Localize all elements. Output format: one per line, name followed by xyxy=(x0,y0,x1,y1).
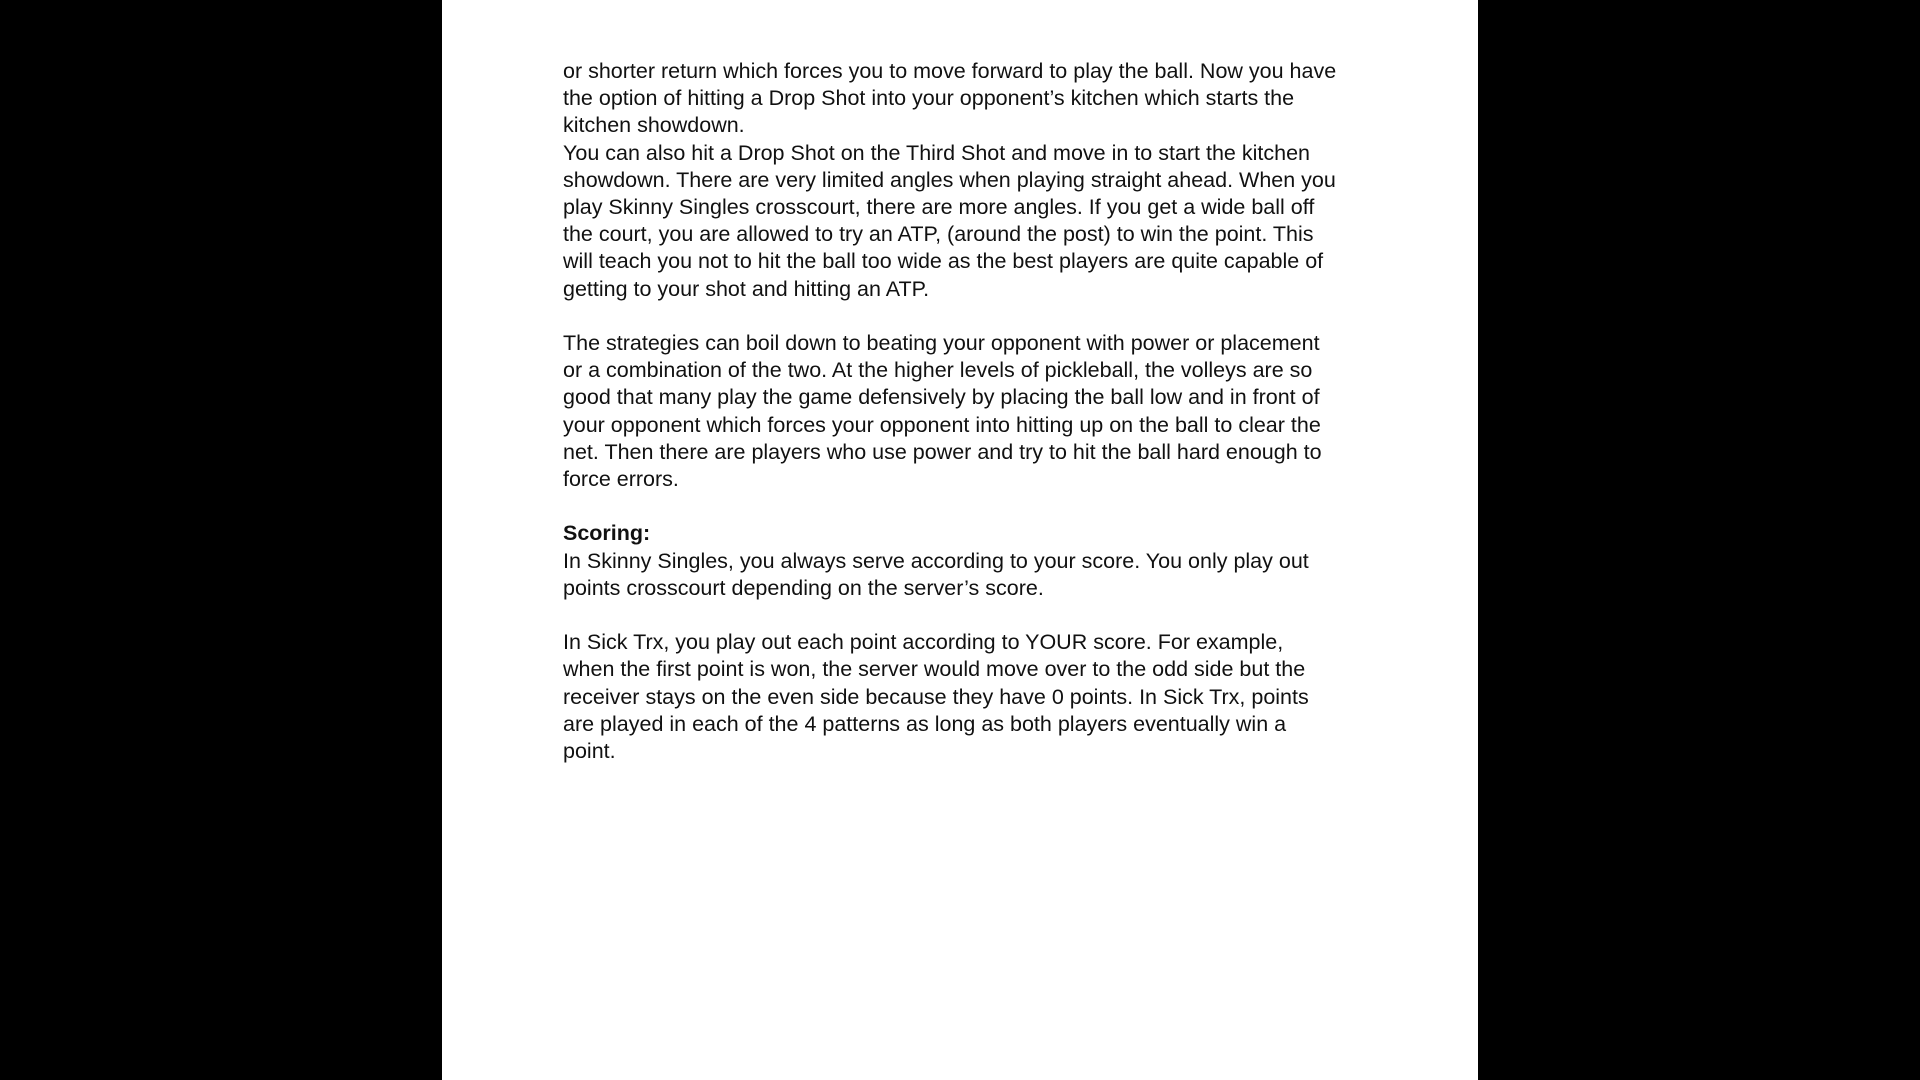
paragraph-strategies: The strategies can boil down to beating your opponent with power or placement or a combination of the two. At the higher levels of pickleball, the volleys are so good that many play the game defensively by placing the ball low and in front of your opponent which forces your opponent into hitting up on the ball to clear the net. Then there are players who use power and try to hit the ball hard enough to force errors. xyxy=(563,331,1322,492)
paragraph-third-shot: You can also hit a Drop Shot on the Third Shot and move in to start the kitchen showdown. There are very limited angles when playing straight ahead. When you play Skinny Singles crosscourt, there are more angles. If you get a wide ball off the court, you are allowed to try an ATP, (around the post) to win the point. This will teach you not to hit the ball too wide as the best players are quite capable of getting to your shot and hitting an ATP. xyxy=(563,140,1336,301)
paragraph-skinny-singles-scoring: In Skinny Singles, you always serve according to your score. You only play out points crosscourt depending on the server’s score. xyxy=(563,548,1309,600)
paragraph-drop-shot-intro: or shorter return which forces you to move forward to play the ball. Now you have the option of hitting a Drop Shot into your opponent’s kitchen which starts the kitchen showdown. xyxy=(563,59,1337,138)
paragraph-gap xyxy=(563,493,1383,520)
page-content xyxy=(563,58,1383,765)
paragraph-gap xyxy=(563,602,1383,629)
scoring-heading: Scoring: xyxy=(563,521,651,546)
document-page xyxy=(442,0,1478,1080)
paragraph-sick-trx-scoring: In Sick Trx, you play out each point according to YOUR score. For example, when the first point is won, the server would move over to the odd side but the receiver stays on the even side because they have 0 points. In Sick Trx, points are played in each of the 4 patterns as long as both players eventually win a point. xyxy=(563,630,1309,764)
paragraph-gap xyxy=(563,303,1383,330)
